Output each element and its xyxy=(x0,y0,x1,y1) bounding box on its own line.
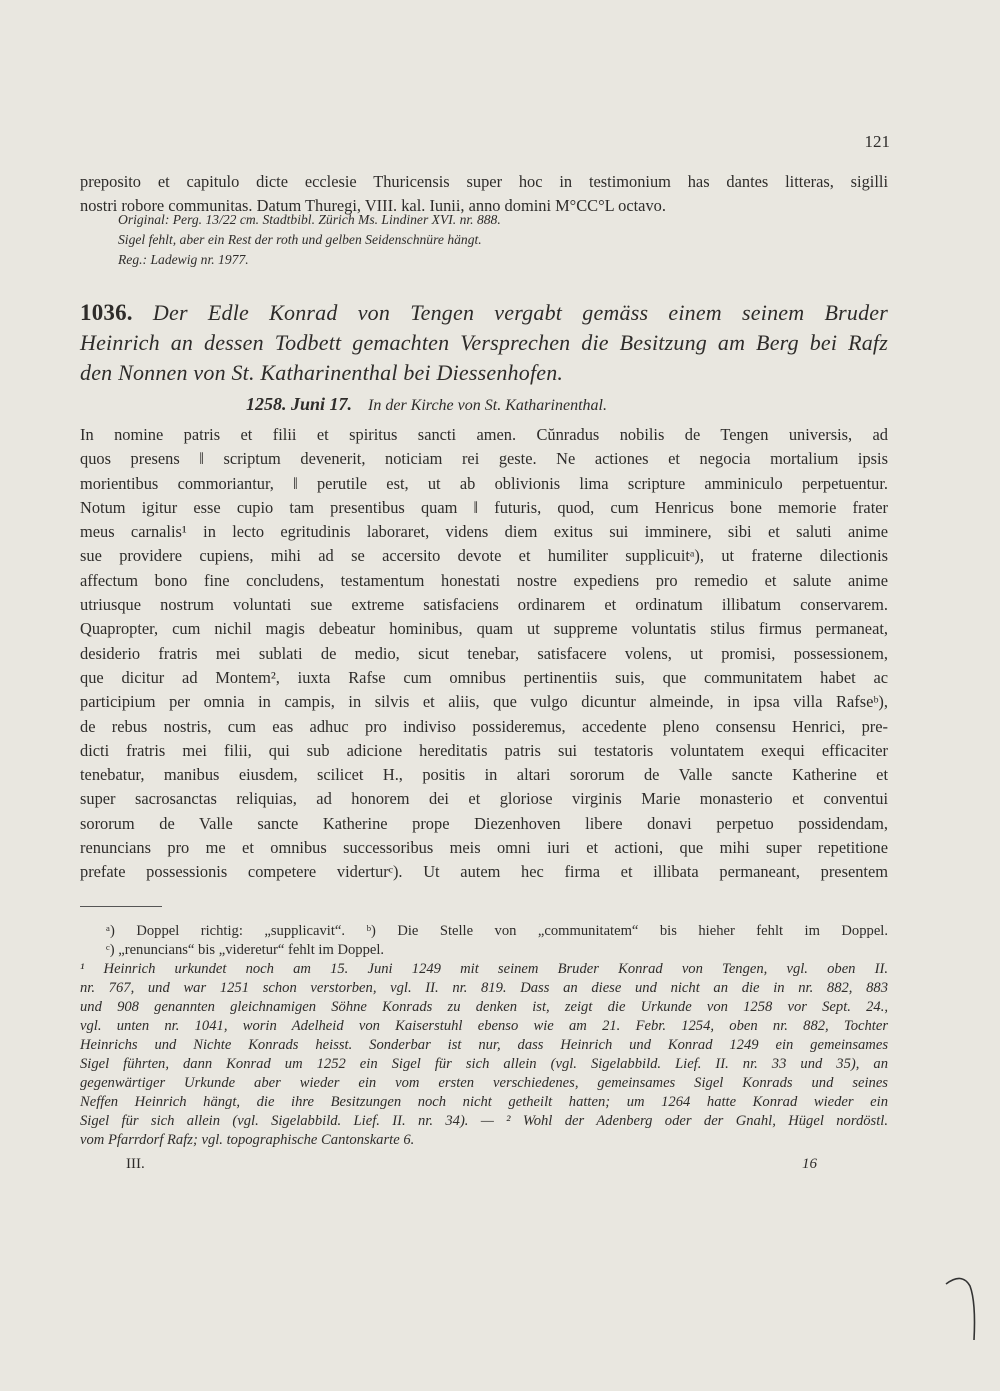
footnote-line: ¹ Heinrich urkundet noch am 15. Juni 1249 mit seinem Bruder Konrad von Tengen, vgl. oben II. xyxy=(80,961,888,977)
body-line: quos presens ‖ scriptum devenerit, noticiam rei geste. Ne actiones et negocia mortalium ipsis xyxy=(80,449,888,469)
text-line: nostri robore communitas. Datum Thuregi, VIII. kal. Iunii, anno domini M°CC°L octavo. xyxy=(80,196,666,216)
body-line: de rebus nostris, cum eas adhuc pro indiviso possideremus, accedente pleno consensu Henrici, pre- xyxy=(80,716,888,736)
heading-line: Heinrich an dessen Todbett gemachten Versprechen die Besitzung am Berg bei Rafz xyxy=(80,330,888,355)
document-place: In der Kirche von St. Katharinenthal. xyxy=(368,397,607,414)
footnote-line: nr. 767, und war 1251 schon verstorben, vgl. II. nr. 819. Dass an diese und nicht an die in nr. 882, 883 xyxy=(80,980,888,996)
footnote-line: Neffen Heinrich hängt, die ihre Besitzungen noch nicht getheilt hatten; um 1264 hatte Konrad wieder ein xyxy=(80,1094,888,1110)
archival-notes xyxy=(118,210,888,270)
document-heading xyxy=(80,298,888,388)
document-number: 1036. xyxy=(80,300,133,325)
body-line: desiderio fratris mei sublati de medio, sicut tenebar, satisfacere volens, ut promisi, possessionem, xyxy=(80,643,888,663)
body-line: meus carnalis¹ in lecto egritudinis laboraret, videns diem exitus sui imminere, sibi et saluti anime xyxy=(80,522,888,542)
text-line: preposito et capitulo dicte ecclesie Thuricensis super hoc in testimonium has dantes litteras, sigilli xyxy=(80,172,888,191)
body-line: utriusque nostrum voluntati sue extreme satisfaciens ordinarem et ordinatum illibatum conservarem. xyxy=(80,595,888,615)
body-line: super sacrosanctas reliquias, ad honorem dei et gloriose virginis Marie monasterio et conventui xyxy=(80,789,888,809)
note-line: Sigel fehlt, aber ein Rest der roth und gelben Seidenschnüre hängt. xyxy=(118,232,482,247)
footnote-separator xyxy=(80,906,162,907)
body-line: Quapropter, cum nichil magis debeatur hominibus, quam ut suppreme voluntatis stilus firmus permaneat, xyxy=(80,619,888,639)
signature-left: III. xyxy=(126,1156,145,1172)
note-line: Original: Perg. 13/22 cm. Stadtbibl. Zürich Ms. Lindiner XVI. nr. 888. xyxy=(118,212,501,227)
document-dateline xyxy=(246,394,607,415)
footnote-line: Sigel führten, dann Konrad um 1252 ein Sigel für sich allein (vgl. Sigelabbild. Lief. II. nr. 33 und 35), an xyxy=(80,1056,888,1072)
note-line: Reg.: Ladewig nr. 1977. xyxy=(118,252,249,267)
document-body-text xyxy=(80,423,888,885)
scan-margin-mark xyxy=(944,1262,980,1342)
body-line: participium per omnia in campis, in silvis et aliis, que vulgo dicuntur almeinde, in ipsa villa Rafseᵇ), xyxy=(80,692,888,712)
footnote-line: vom Pfarrdorf Rafz; vgl. topographische Cantonskarte 6. xyxy=(80,1132,415,1148)
footnote-line: gegenwärtiger Urkunde aber wieder ein vom ersten verschiedenes, gemeinsames Sigel Konrads und seines xyxy=(80,1075,888,1091)
footnote-line: ᵃ) Doppel richtig: „supplicavit“. ᵇ) Die Stelle von „communitatem“ bis hieher fehlt im Doppel. xyxy=(106,923,888,939)
body-line: que dicitur ad Montem², iuxta Rafse cum omnibus pertinentiis suis, que communitatem habet ac xyxy=(80,667,888,687)
body-line: morientibus commoriantur, ‖ perutile est, ut ab oblivionis lima scripture amminiculo perpetuentur. xyxy=(80,473,888,493)
footnote-line: vgl. unten nr. 1041, worin Adelheid von Kaiserstuhl ebenso wie am 21. Febr. 1254, oben nr. 882, Tochter xyxy=(80,1018,888,1034)
body-line: renuncians pro me et omnibus successoribus meis omni iuri et actioni, que mihi super repetitione xyxy=(80,838,888,858)
critical-apparatus xyxy=(106,922,888,960)
body-line: affectum bono fine concludens, testamentum honestati nostre expediens pro remedio et salute anime xyxy=(80,570,888,590)
body-line: sue providere cupiens, mihi ad se accersito devote et humiliter supplicuitᵃ), ut fraterne dilectionis xyxy=(80,546,888,566)
body-line: dicti fratris mei filii, qui sub adicione hereditatis patris sui testatoris voluntatem exequi efficaciter xyxy=(80,740,888,760)
body-line: Notum igitur esse cupio tam presentibus quam ‖ futuris, quod, cum Henricus bone memorie frater xyxy=(80,497,888,517)
body-line: prefate possessionis competere viderturᶜ). Ut autem hec firma et illibata permaneant, presentem xyxy=(80,862,888,882)
heading-line: den Nonnen von St. Katharinenthal bei Diessenhofen. xyxy=(80,360,564,385)
heading-line xyxy=(80,298,888,328)
document-date: 1258. Juni 17. xyxy=(246,394,353,414)
body-line: sororum de Valle sancte Katherine prope Diezenhoven libere donavi perpetuo possidendam, xyxy=(80,813,888,833)
footnote-line: und 908 genannten gleichnamigen Söhne Konrads zu denken ist, zeigt die Urkunde von 1258 vor Sept. 24., xyxy=(80,999,888,1015)
footnote-line: Sigel für sich allein (vgl. Sigelabbild. Lief. II. nr. 34). — ² Wohl der Adenberg oder der Gnahl, Hügel nordöstl. xyxy=(80,1113,888,1129)
body-line: In nomine patris et filii et spiritus sancti amen. Cŭnradus nobilis de Tengen universis, ad xyxy=(80,425,888,444)
signature-right: 16 xyxy=(802,1156,817,1172)
explanatory-footnotes xyxy=(80,960,888,1150)
body-line: tenebatur, manibus eiusdem, scilicet H., positis in altari sororum de Valle sancte Katherine et xyxy=(80,765,888,785)
footnote-line: Heinrichs und Nichte Konrads heisst. Sonderbar ist nur, dass Heinrich und Konrad 1249 ein gemeinsames xyxy=(80,1037,888,1053)
footnote-line: ᶜ) „renuncians“ bis „videretur“ fehlt im Doppel. xyxy=(106,942,385,958)
page-number: 121 xyxy=(864,132,890,151)
heading-text: Der Edle Konrad von Tengen vergabt gemäss einem seinem Bruder xyxy=(152,300,888,325)
